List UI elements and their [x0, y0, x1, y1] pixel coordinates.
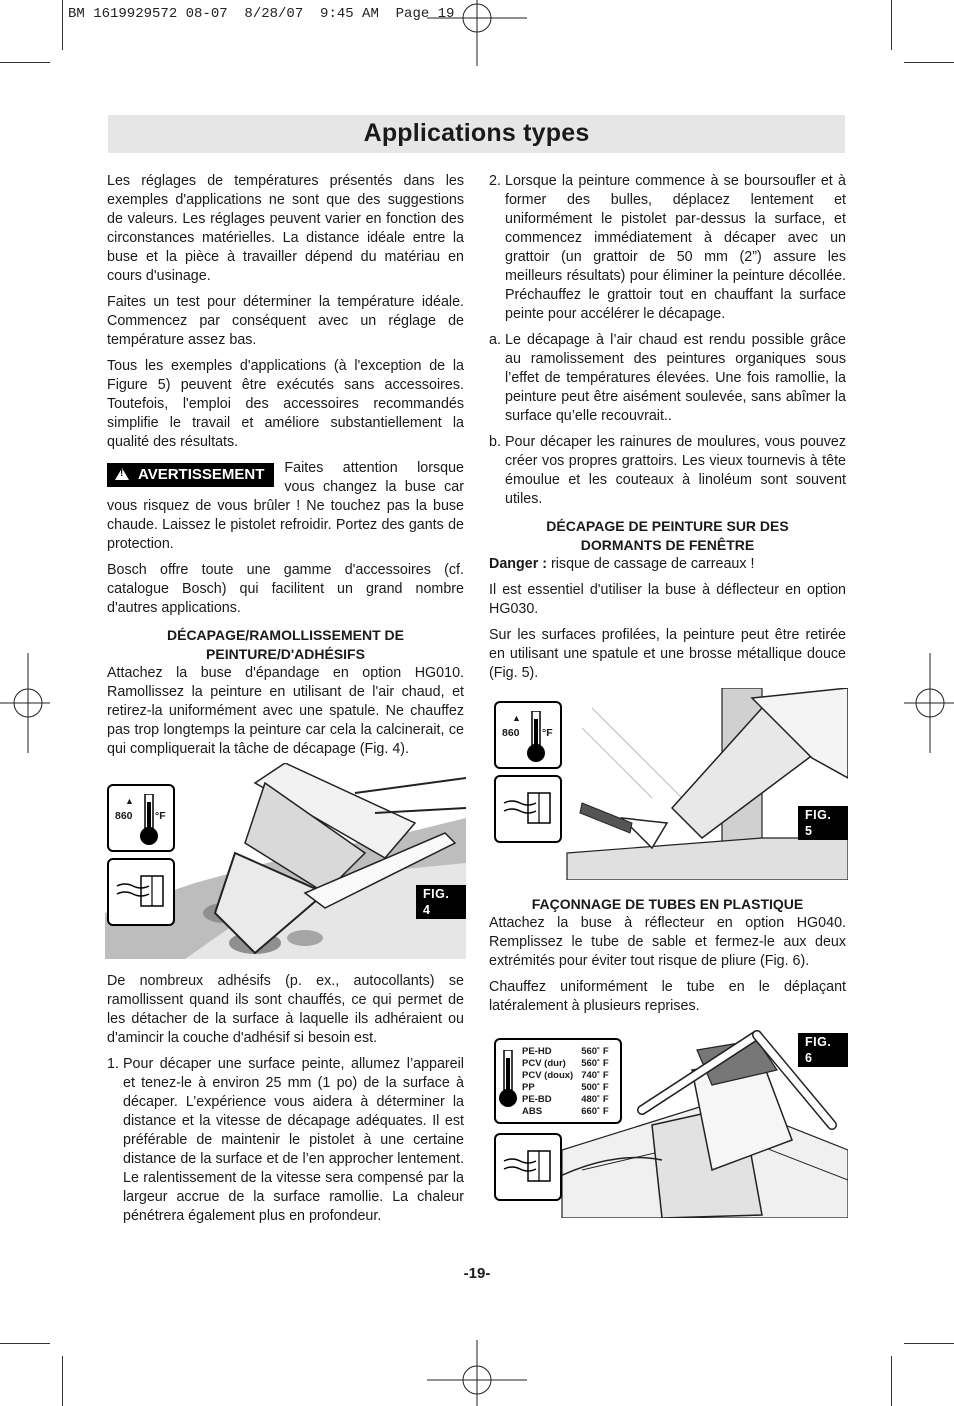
registration-mark-left	[0, 653, 50, 753]
page-title: Applications types	[363, 119, 590, 147]
list-item-1: 1. Pour décaper une surface peinte, allumez l’appareil et tenez-le à environ 25 mm (1 po) de la surface à décaper. L’expérience vous aidera à déterminer la distance et la vitesse de décapage adéquates. Il est préférable de maintenir le pistolet à une certaine distance de la surface et de l’en approcher lentement. Le ralentissement de la vitesse sera compensé par la largeur accrue de la surface ramollie. La chaleur pénétrera également plus en profondeur.	[107, 1056, 464, 1224]
table-row	[522, 1046, 617, 1058]
window-icon-box	[107, 858, 175, 926]
figure-6-label: FIG. 6	[798, 1033, 848, 1067]
material-cell: ABS	[522, 1106, 543, 1117]
temperature-cell: 740˚ F	[581, 1070, 609, 1081]
window-icon-box-5	[494, 775, 562, 843]
thermometer-icon	[526, 711, 546, 763]
fig4-unit: °F	[155, 810, 166, 822]
left-column-lower	[107, 972, 464, 1226]
bosch-paragraph: Bosch offre toute une gamme d'accessoires (cf. catalogue Bosch) qui facilitent un grand nombre d'autres applications.	[107, 562, 464, 616]
registration-mark-right	[904, 653, 954, 753]
temperature-cell: 660˚ F	[581, 1106, 609, 1117]
accessories-paragraph: Tous les exemples d'applications (à l'exception de la Figure 5) peuvent être exécutés sans accessoires. Toutefois, l'emploi des accessoires recommandés simplifie le travail et améliore substantiellement la qualité des résultats.	[107, 358, 464, 450]
figure-5-label: FIG. 5	[798, 806, 848, 840]
table-row	[522, 1082, 617, 1094]
registration-mark-bottom	[427, 1340, 527, 1406]
list-item-a: a. Le décapage à l’air chaud est rendu possible grâce au ramolissement des peintures organiques sous l’effet de températures élevées. Une fois ramollie, la peinture peut être aisément soulevée, sans abîmer la surface qu’elle recouvrait..	[489, 332, 846, 424]
test-paragraph: Faites un test pour déterminer la température idéale. Commencez par conséquent avec un réglage de température assez bas.	[107, 294, 464, 348]
table-row	[522, 1094, 617, 1106]
temperature-cell: 500˚ F	[581, 1082, 609, 1093]
adhesives-paragraph: De nombreux adhésifs (p. ex., autocollants) se ramollissent quand ils sont chauffés, ce qui permet de les détacher de la surface à laquelle ils adhéraient ou d'amincir la couche d'adhésif si besoin est.	[107, 973, 464, 1046]
figure-6	[492, 1030, 848, 1218]
figure-5	[492, 688, 848, 880]
material-cell: PCV (dur)	[522, 1058, 566, 1069]
registration-mark-top	[427, 0, 527, 66]
fig5-unit: °F	[542, 727, 553, 739]
profiled-paragraph: Sur les surfaces profilées, la peinture peut être retirée en utilisant une spatule et une brosse métallique douce (Fig. 5).	[489, 627, 846, 681]
figure-4	[105, 763, 466, 959]
window-heat-icon	[496, 777, 560, 841]
temperature-cell: 560˚ F	[581, 1058, 609, 1069]
fig4-temperature: 860	[115, 810, 133, 822]
window-icon-box-6	[494, 1133, 562, 1201]
material-cell: PP	[522, 1082, 535, 1093]
danger-line: Danger : risque de cassage de carreaux !	[489, 556, 755, 572]
print-stamp: BM 1619929572 08-07 8/28/07 9:45 AM Page 19	[68, 6, 455, 22]
temperature-icon-box-5: ▲ 860 °F	[494, 701, 562, 769]
warning-block	[107, 459, 464, 554]
page-number: -19-	[463, 1265, 491, 1282]
window-heat-icon	[496, 1135, 560, 1199]
section-heading-tubes: FAÇONNAGE DE TUBES EN PLASTIQUE	[531, 896, 804, 912]
material-cell: PCV (doux)	[522, 1070, 574, 1081]
temperature-cell: 560˚ F	[581, 1046, 609, 1057]
material-temperature-table	[522, 1046, 617, 1118]
deflector-paragraph: Il est essentiel d'utiliser la buse à déflecteur en option HG030.	[489, 582, 846, 617]
material-cell: PE-BD	[522, 1094, 552, 1105]
table-row	[522, 1058, 617, 1070]
window-heat-icon	[109, 860, 173, 924]
right-column	[489, 172, 846, 683]
section-heading-window: DÉCAPAGE DE PEINTURE SUR DES DORMANTS DE FENÊTRE	[546, 518, 789, 553]
warning-badge: !AVERTISSEMENT	[107, 463, 274, 487]
stripping-paragraph: Attachez la buse d'épandage en option HG010. Ramollissez la peinture en utilisant de l'air chaud, et retirez-la uniformément avec une spatule. Ne chauffez pas trop longtemps la peinture car cela la calcinerait, ce qui compliquerait la tâche de décapage (Fig. 4).	[107, 665, 464, 757]
temperature-table-box	[494, 1038, 622, 1124]
title-bar	[108, 115, 845, 153]
thermometer-icon	[139, 794, 159, 846]
table-row	[522, 1106, 617, 1118]
right-column-lower	[489, 888, 846, 1016]
temperature-icon-box: ▲ 860 °F	[107, 784, 175, 852]
thermometer-icon	[498, 1050, 518, 1110]
list-item-2: 2. Lorsque la peinture commence à se boursoufler et à former des bulles, déplacez lentement et uniformément le pistolet par-dessus la surface, et commencez immédiatement à décaper avec un grattoir (un grattoir de 50 mm (2”) assure les meilleurs résultats) pour éliminer la peinture décollée. Préchauffez le grattoir tout en chauffant la surface peinte pour accélérer le décapage.	[489, 173, 846, 322]
warning-icon	[115, 468, 129, 480]
heating-paragraph: Chauffez uniformément le tube en le déplaçant latéralement à plusieurs reprises.	[489, 979, 846, 1014]
reflector-paragraph: Attachez la buse à réflecteur en option HG040. Remplissez le tube de sable et fermez-le aux deux extrémités pour éviter tout risque de pliure (Fig. 6).	[489, 915, 846, 969]
warning-text: Faites attention lorsque vous changez la buse car vous risquez de vous brûler ! Ne touchez pas la buse chaude. Laissez le pistolet refroidir. Portez des gants de protection.	[107, 460, 464, 552]
table-row	[522, 1070, 617, 1082]
intro-paragraph: Les réglages de températures présentés dans les exemples d'applications ne sont que des suggestions de valeurs. Les réglages peuvent varier en fonction des circonstances matérielles. La distance idéale entre la buse et la pièce à travailler dépend du matériau en cours d'usinage.	[107, 173, 464, 284]
figure-4-label: FIG. 4	[416, 885, 466, 919]
left-column	[107, 172, 464, 759]
material-cell: PE-HD	[522, 1046, 552, 1057]
temperature-cell: 480˚ F	[581, 1094, 609, 1105]
fig5-temperature: 860	[502, 727, 520, 739]
list-item-b: b. Pour décaper les rainures de moulures, vous pouvez créer vos propres grattoirs. Les vieux tournevis à tête émoulue et les couteaux à linoléum sont souvent utiles.	[489, 434, 846, 507]
section-heading-stripping: DÉCAPAGE/RAMOLLISSEMENT DE PEINTURE/D'ADHÉSIFS	[167, 627, 404, 662]
